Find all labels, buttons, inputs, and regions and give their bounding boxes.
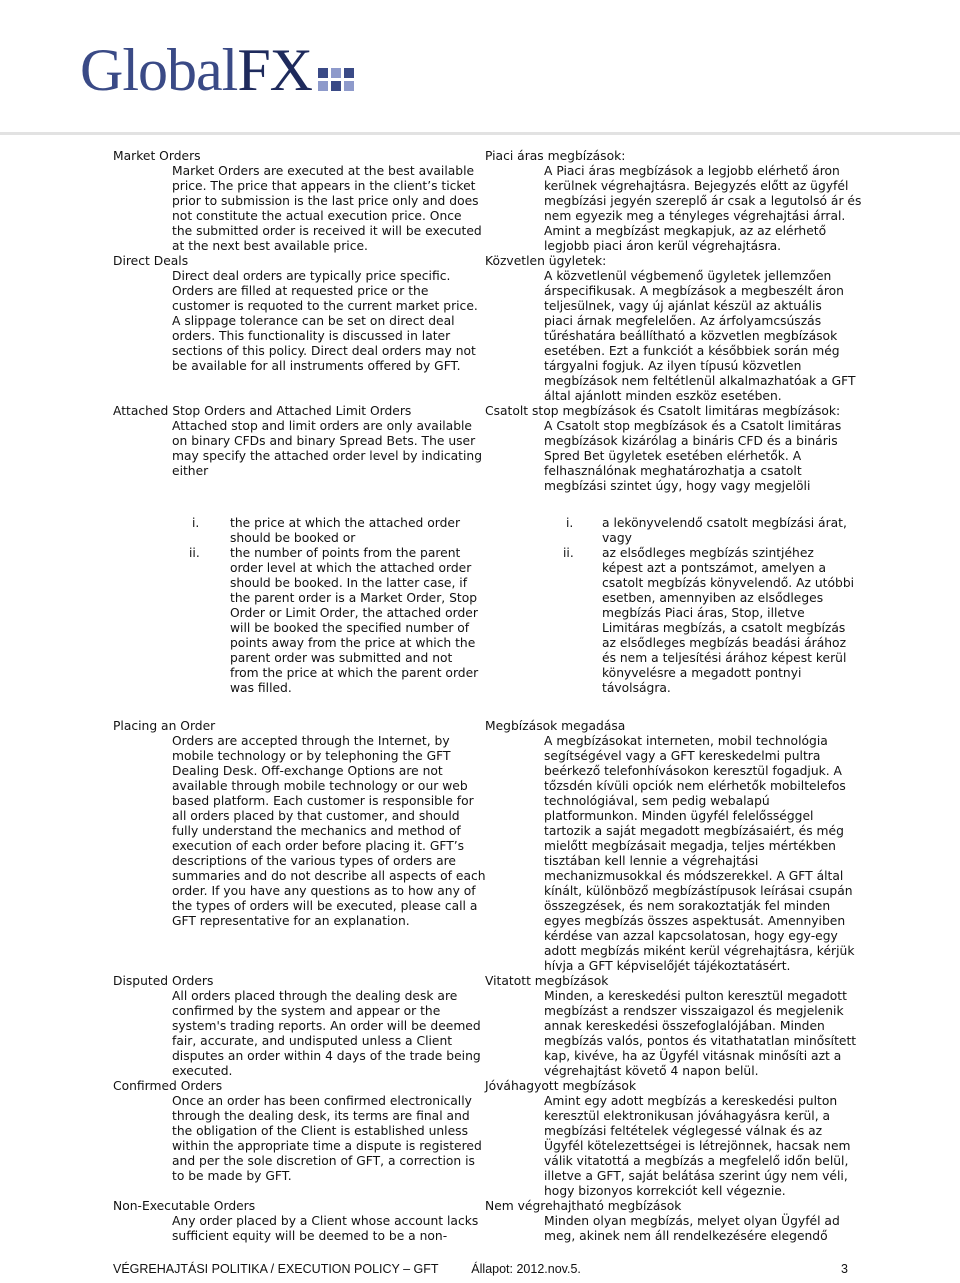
heading-confirmed-orders-en: Confirmed Orders — [113, 1079, 223, 1093]
text-disputed-orders-en: All orders placed through the dealing desk are confirmed by the system and appear or the system's trading reports. An order will be deemed fair, accurate, and undisputed unless a Client disputes an order within 4 days of the trade being executed. — [172, 989, 481, 1078]
heading-disputed-orders-en: Disputed Orders — [113, 974, 214, 988]
heading-placing-order-hu: Megbízások megadása — [485, 719, 626, 733]
text-confirmed-orders-hu: Amint egy adott megbízás a kereskedési pulton keresztül elektronikusan jóváhagyásra kerül, a megbízási feltételek véglegessé válnak és az Ügyfél kötelezettségei is létrejönnek, hacsak nem válik vitatottá a megbízás a megfelelő időn belül, illetve a GFT, saját belátása szerint úgy nem véli, hogy bizonyos korrekciót kell végeznie. — [544, 1094, 851, 1198]
text-market-orders-hu: A Piaci áras megbízások a legjobb elérhető áron kerülnek végrehajtásra. Bejegyzés előtt az ügyfél megbízási jegyén szereplő ár csak a legutolsó ár és nem egyezik meg a tényleges végrehajtási árral. Amint a megbízást megkapjuk, az az elérhető legjobb piaci áron kerül végrehajtásra. — [544, 164, 862, 253]
header-divider — [0, 132, 960, 135]
footer-title: VÉGREHAJTÁSI POLITIKA / EXECUTION POLICY – GFT — [113, 1262, 439, 1276]
text-attached-orders-en: Attached stop and limit orders are only available on binary CFDs and binary Spread Bets. The user may specify the attached order level by indicating either — [172, 419, 482, 478]
heading-direct-deals-en: Direct Deals — [113, 254, 189, 268]
text-direct-deals-hu: A közvetlenül végbemenő ügyletek jellemzően árspecifikusak. A megbízások a megbeszélt áron teljesülnek, vagy új ajánlat készül az aktuális piaci árnak megfelelően. Az árfolyamcsúszás tűréshatára beállítható a közvetlen megbízások esetében. Ezt a funkciót a későbbiek során még tárgyalni fogjuk. Az ilyen típusú közvetlen megbízások nem feltétlenül alkalmazhatóak a GFT által ajánlott minden eszköz esetében. — [544, 269, 856, 403]
heading-placing-order-en: Placing an Order — [113, 719, 216, 733]
logo-text-fx: FX — [237, 37, 313, 103]
text-confirmed-orders-en: Once an order has been confirmed electronically through the dealing desk, its terms are final and the obligation of the Client is established unless within the appropriate time a dispute is registered and per the sole discretion of GFT, a correction is to be made by GFT. — [172, 1094, 482, 1183]
text-attached-orders-hu: A Csatolt stop megbízások és a Csatolt limitáras megbízások kizárólag a bináris CFD és a bináris Spred Bet ügyletek esetében elérhetők. A felhasználónak meghatározhatja a csatolt megbízási szintet úgy, hogy vagy megjelöli — [544, 419, 842, 493]
page-number: 3 — [841, 1262, 848, 1276]
logo-wordmark — [80, 37, 313, 103]
list-number-i-en: i. — [192, 516, 200, 530]
logo-text-global: Global — [80, 37, 238, 103]
text-placing-order-en: Orders are accepted through the Internet, by mobile technology or by telephoning the GFT Dealing Desk. Off-exchange Options are not available through mobile technology or our web based platform. Each customer is responsible for all orders placed by that customer, and should fully understand the mechanics and method of execution of each order before placing it. GFT’s descriptions of the various types of orders are summaries and do not describe all aspects of each order. If you have any questions as to how any of the types of orders will be executed, please call a GFT representative for an explanation. — [172, 734, 486, 928]
heading-market-orders-hu: Piaci áras megbízások: — [485, 149, 626, 163]
list-item-i-en: the price at which the attached order should be booked or — [230, 516, 461, 545]
list-item-i-hu: a lekönyvelendő csatolt megbízási árat, vagy — [602, 516, 847, 545]
list-item-ii-hu: az elsődleges megbízás szintjéhez képest azt a pontszámot, amelyen a csatolt megbízás könyvelendő. Az utóbbi esetben, amennyiben az elsődleges megbízás Piaci áras, Stop, illetve Limitáras megbízás, a csatolt megbízás az elsődleges megbízás beadási árához és nem a teljesítési árához képest kerül könyvelésre a megadott pontnyi távolságra. — [602, 546, 855, 695]
text-market-orders-en: Market Orders are executed at the best available price. The price that appears in the client’s ticket prior to submission is the last price only and does not constitute the actual execution price. Once the submitted order is received it will be executed at the next best available price. — [172, 164, 482, 253]
text-direct-deals-en: Direct deal orders are typically price specific. Orders are filled at requested price or the customer is requoted to the current market price. A slippage tolerance can be set on direct deal orders. This functionality is discussed in later sections of this policy. Direct deal orders may not be available for all instruments offered by GFT. — [172, 269, 478, 373]
list-number-ii-en: ii. — [189, 546, 200, 560]
heading-disputed-orders-hu: Vitatott megbízások — [485, 974, 609, 988]
page-footer — [113, 1262, 848, 1276]
heading-direct-deals-hu: Közvetlen ügyletek: — [485, 254, 607, 268]
globalfx-logo — [80, 37, 354, 103]
text-non-executable-en: Any order placed by a Client whose account lacks sufficient equity will be deemed to be a non- — [172, 1214, 479, 1243]
text-placing-order-hu: A megbízásokat interneten, mobil technológia segítségével vagy a GFT kereskedelmi pultra beérkező telefonhívásokon keresztül fogadjuk. A tőzsdén kívüli opciók nem elérhetők mobiltelefos technológiával, sem pedig webalapú platformunkon. Minden ügyfél felelősséggel tartozik a saját megadott megbízásaiért, és még mielőtt megbízásait megadja, teljes mértékben tisztában kell lennie a végrehajtási mechanizmusokkal és módszerekkel. A GFT által kínált, különböző megbízástípusok leírásai csupán összegzések, és nem sorakoztatják fel minden egyes megbízás összes aspektusát. Amennyiben kérdése van azzal kapcsolatosan, hogy egy-egy adott megbízás miként kerül végrehajtásra, kérjük hívja a GFT képviselőjét tájékoztatásért. — [544, 734, 855, 973]
heading-confirmed-orders-hu: Jóváhagyott megbízások — [485, 1079, 637, 1093]
heading-attached-orders-en: Attached Stop Orders and Attached Limit Orders — [113, 404, 412, 418]
heading-market-orders-en: Market Orders — [113, 149, 201, 163]
list-number-ii-hu: ii. — [563, 546, 574, 560]
text-non-executable-hu: Minden olyan megbízás, melyet olyan Ügyfél ad meg, akinek nem áll rendelkezésére elegendő — [544, 1214, 840, 1243]
list-item-ii-en: the number of points from the parent order level at which the attached order should be booked. In the latter case, if the parent order is a Market Order, Stop Order or Limit Order, the attached order will be booked the specified number of points away from the price at which the parent order was submitted and not from the price at which the parent order was filled. — [230, 546, 479, 695]
list-number-i-hu: i. — [566, 516, 574, 530]
text-disputed-orders-hu: Minden, a kereskedési pulton keresztül megadott megbízást a rendszer visszaigazol és megjelenik annak kereskedési összefoglalójában. Minden megbízás valós, pontos és vitathatatlan minősített kap, kivéve, ha az Ügyfél vitásnak minősíti azt a végrehajtást követő 4 napon belül. — [544, 989, 857, 1078]
heading-attached-orders-hu: Csatolt stop megbízások és Csatolt limitáras megbízások: — [485, 404, 841, 418]
logo-squares-icon — [318, 68, 354, 91]
footer-status: Állapot: 2012.nov.5. — [471, 1262, 581, 1276]
heading-non-executable-en: Non-Executable Orders — [113, 1199, 256, 1213]
heading-non-executable-hu: Nem végrehajtható megbízások — [485, 1199, 682, 1213]
